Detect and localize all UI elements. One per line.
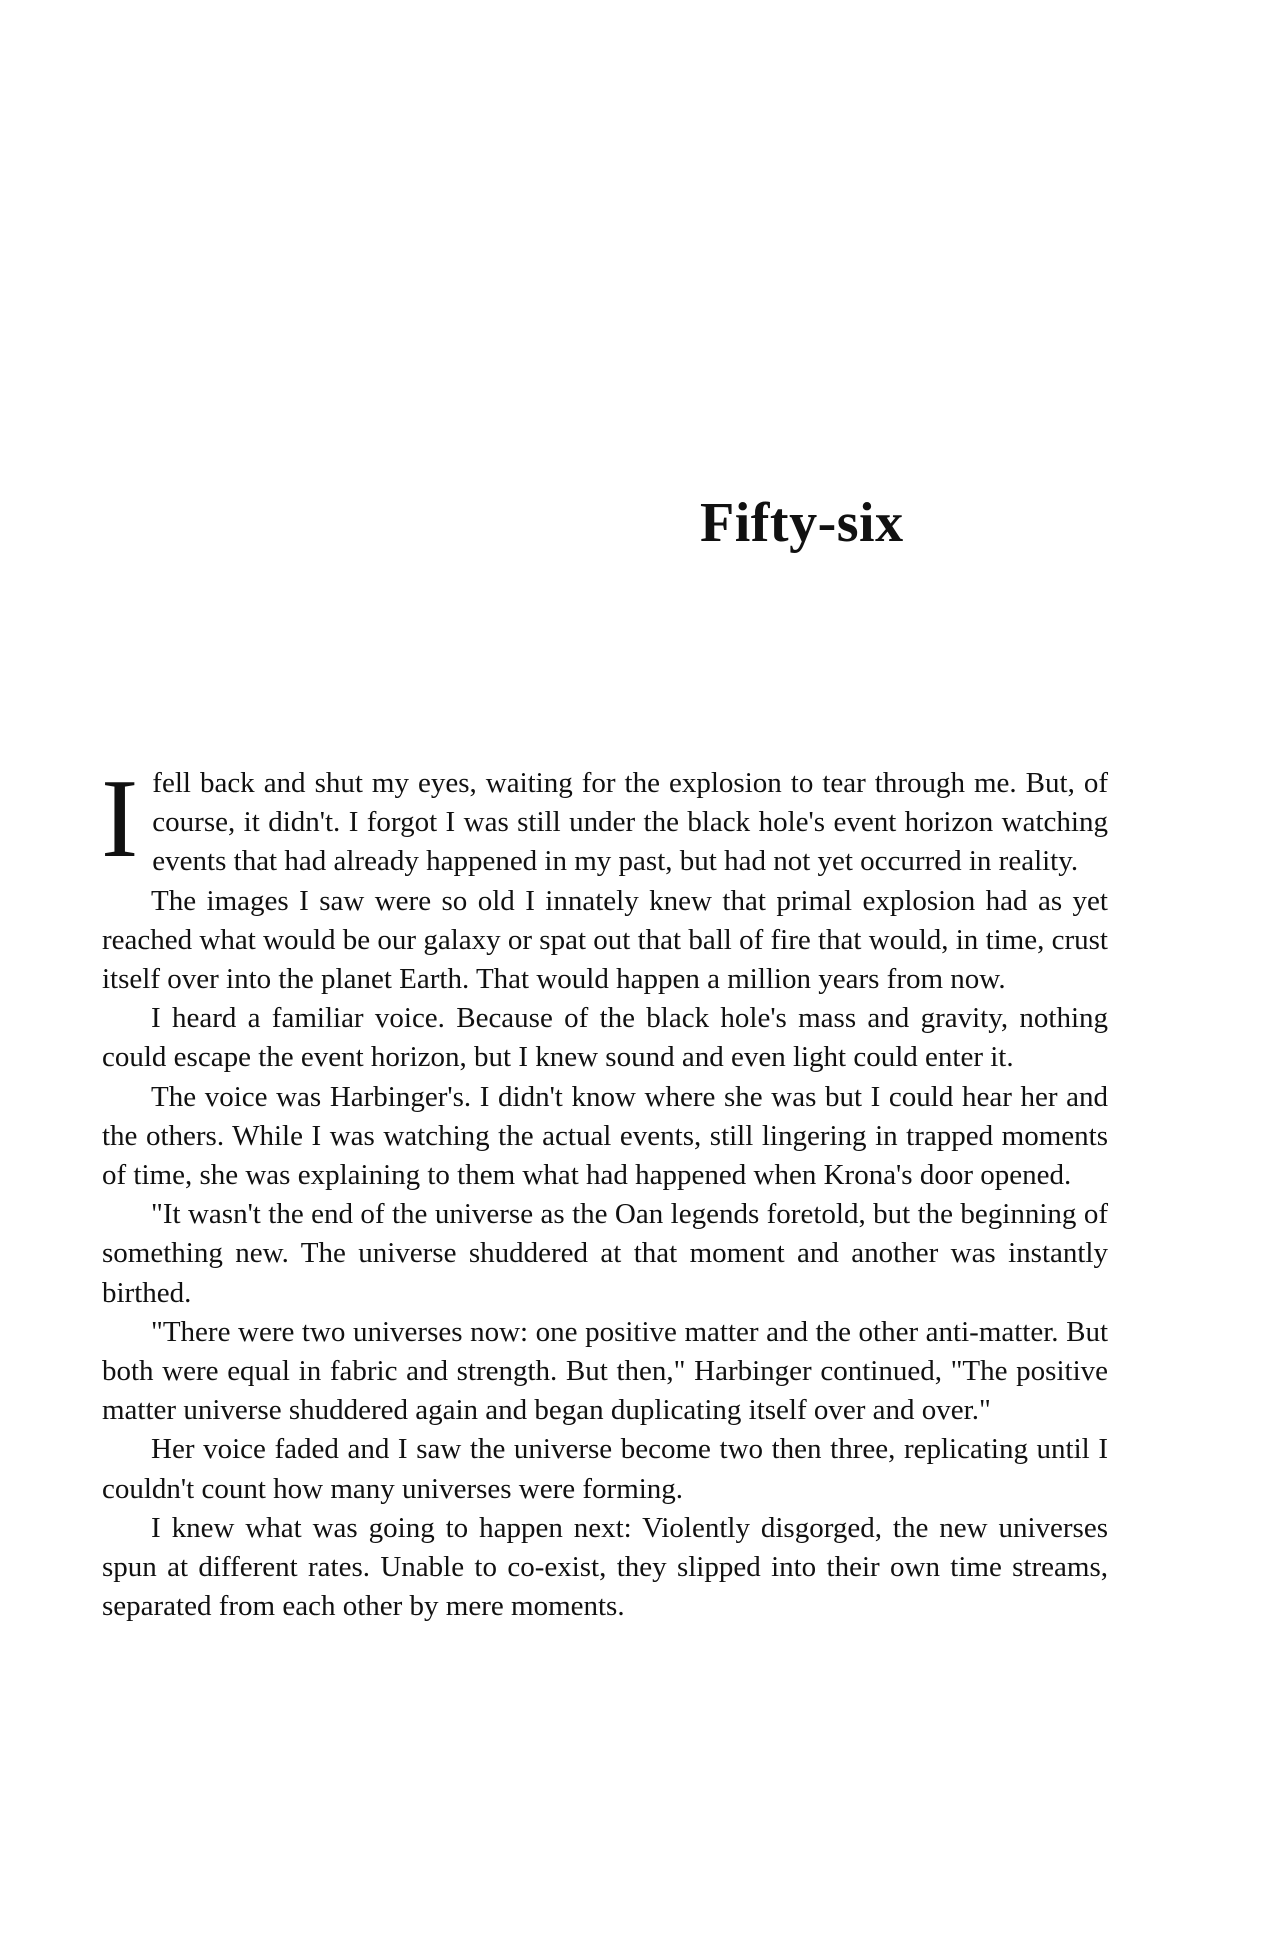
paragraph-3: I heard a familiar voice. Because of the black hole's mass and gravity, nothing could escape the event horizon, but I knew sound and even light could enter it. bbox=[102, 1002, 1108, 1074]
paragraph-1 bbox=[101, 757, 1108, 882]
chapter-title: Fifty-six bbox=[700, 492, 904, 554]
paragraph-6: "There were two universes now: one positive matter and the other anti-matter. But both were equal in fabric and strength. But then," Harbinger continued, "The positive matter universe shuddered again and began duplicating itself over and over." bbox=[102, 1315, 1108, 1427]
paragraph-4: The voice was Harbinger's. I didn't know where she was but I could hear her and the others. While I was watching the actual events, still lingering in trapped moments of time, she was explaining to them what had happened when Krona's door opened. bbox=[102, 1080, 1108, 1192]
paragraph-1-text: fell back and shut my eyes, waiting for the explosion to tear through me. But, of course, it didn't. I forgot I was still under the black hole's event horizon watching events that had already happened in my past, but had not yet occurred in reality. bbox=[152, 767, 1108, 878]
paragraph-2: The images I saw were so old I innately knew that primal explosion had as yet reached what would be our galaxy or spat out that ball of fire that would, in time, crust itself over into the planet Earth. That would happen a million years from now. bbox=[102, 884, 1108, 996]
chapter-body bbox=[101, 757, 1108, 1626]
paragraph-5: "It wasn't the end of the universe as the Oan legends foretold, but the beginning of something new. The universe shuddered at that moment and another was instantly birthed. bbox=[102, 1198, 1108, 1309]
paragraph-7: Her voice faded and I saw the universe become two then three, replicating until I couldn't count how many universes were forming. bbox=[102, 1433, 1108, 1505]
paragraph-8: I knew what was going to happen next: Violently disgorged, the new universes spun at different rates. Unable to co-exist, they slipped into their own time streams, separated from each other by mere moments. bbox=[102, 1511, 1108, 1623]
drop-cap: I bbox=[101, 757, 139, 881]
